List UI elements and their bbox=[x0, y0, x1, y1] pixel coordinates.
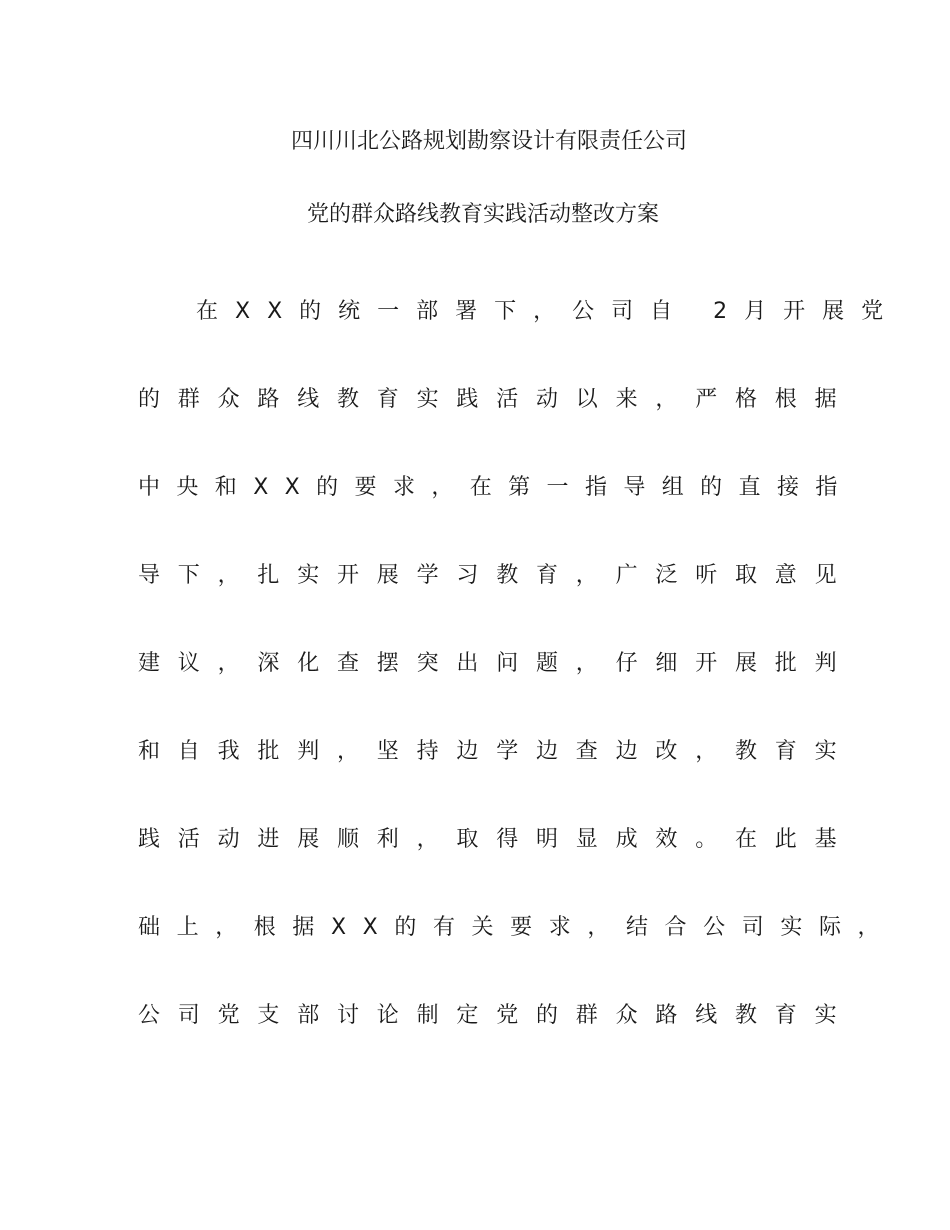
body-line-9: 公司党支部讨论制定党的群众路线教育实 bbox=[138, 1003, 855, 1028]
document-title-line-1: 四川川北公路规划勘察设计有限责任公司 bbox=[290, 129, 687, 154]
body-line-2: 的群众路线教育实践活动以来，严格根据 bbox=[138, 387, 855, 412]
body-line-6: 和自我批判，坚持边学边查边改，教育实 bbox=[138, 739, 855, 764]
body-line-8: 础上，根据XX的有关要求，结合公司实际， bbox=[138, 915, 897, 940]
body-line-1: 在XX的统一部署下，公司自 2月开展党 bbox=[196, 299, 901, 324]
body-line-4: 导下，扎实开展学习教育，广泛听取意见 bbox=[138, 563, 855, 588]
document-title-line-2: 党的群众路线教育实践活动整改方案 bbox=[306, 202, 659, 227]
body-line-7: 践活动进展顺利，取得明显成效。在此基 bbox=[138, 827, 855, 852]
body-line-3: 中央和XX的要求，在第一指导组的直接指 bbox=[138, 475, 854, 500]
body-line-5: 建议，深化查摆突出问题，仔细开展批判 bbox=[138, 651, 855, 676]
